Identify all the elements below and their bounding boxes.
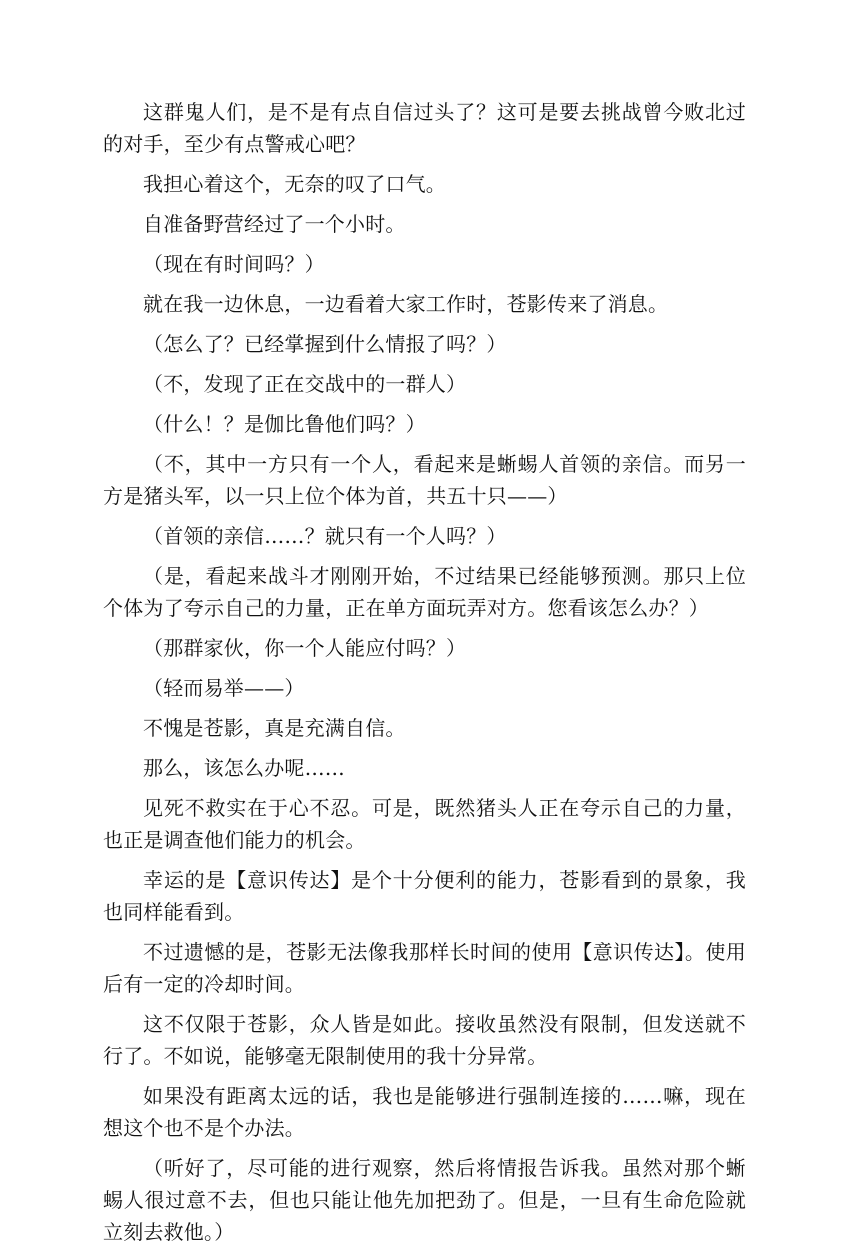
paragraph: 这不仅限于苍影，众人皆是如此。接收虽然没有限制，但发送就不行了。不如说，能够毫无限制使用的我十分异常。: [103, 1012, 746, 1068]
paragraph: （不，发现了正在交战中的一群人）: [143, 372, 467, 396]
paragraph: 不愧是苍影，真是充满自信。: [143, 716, 406, 740]
paragraph: （听好了，尽可能的进行观察，然后将情报告诉我。虽然对那个蜥蜴人很过意不去，但也只能让他先加把劲了。但是，一旦有生命危险就立刻去救他。）: [103, 1156, 746, 1244]
paragraph: （是，看起来战斗才刚刚开始，不过结果已经能够预测。那只上位个体为了夸示自己的力量，正在单方面玩弄对方。您看该怎么办？）: [103, 564, 746, 620]
paragraph: （怎么了？已经掌握到什么情报了吗？）: [143, 332, 507, 356]
paragraph: 如果没有距离太远的话，我也是能够进行强制连接的……嘛，现在想这个也不是个办法。: [103, 1084, 746, 1140]
paragraph: （什么！？是伽比鲁他们吗？）: [143, 412, 426, 436]
paragraph: （首领的亲信……？就只有一个人吗？）: [143, 524, 507, 548]
paragraph: 自准备野营经过了一个小时。: [143, 212, 406, 236]
paragraph: 不过遗憾的是，苍影无法像我那样长时间的使用【意识传达】。使用后有一定的冷却时间。: [103, 940, 746, 996]
paragraph: （那群家伙，你一个人能应付吗？）: [143, 636, 467, 660]
paragraph: 我担心着这个，无奈的叹了口气。: [143, 172, 446, 196]
paragraph: （不，其中一方只有一个人，看起来是蜥蜴人首领的亲信。而另一方是猪头军，以一只上位个体为首，共五十只——）: [103, 452, 746, 508]
paragraph: 这群鬼人们，是不是有点自信过头了？这可是要去挑战曾今败北过的对手，至少有点警戒心吧？: [103, 100, 746, 156]
paragraph: 见死不救实在于心不忍。可是，既然猪头人正在夸示自己的力量，也正是调查他们能力的机会。: [103, 796, 746, 852]
paragraph: 幸运的是【意识传达】是个十分便利的能力，苍影看到的景象，我也同样能看到。: [103, 868, 746, 924]
paragraph: 那么，该怎么办呢……: [143, 756, 345, 780]
paragraph: （现在有时间吗？）: [143, 252, 325, 276]
paragraph: （轻而易举——）: [143, 676, 305, 700]
paragraph: 就在我一边休息，一边看着大家工作时，苍影传来了消息。: [143, 292, 669, 316]
